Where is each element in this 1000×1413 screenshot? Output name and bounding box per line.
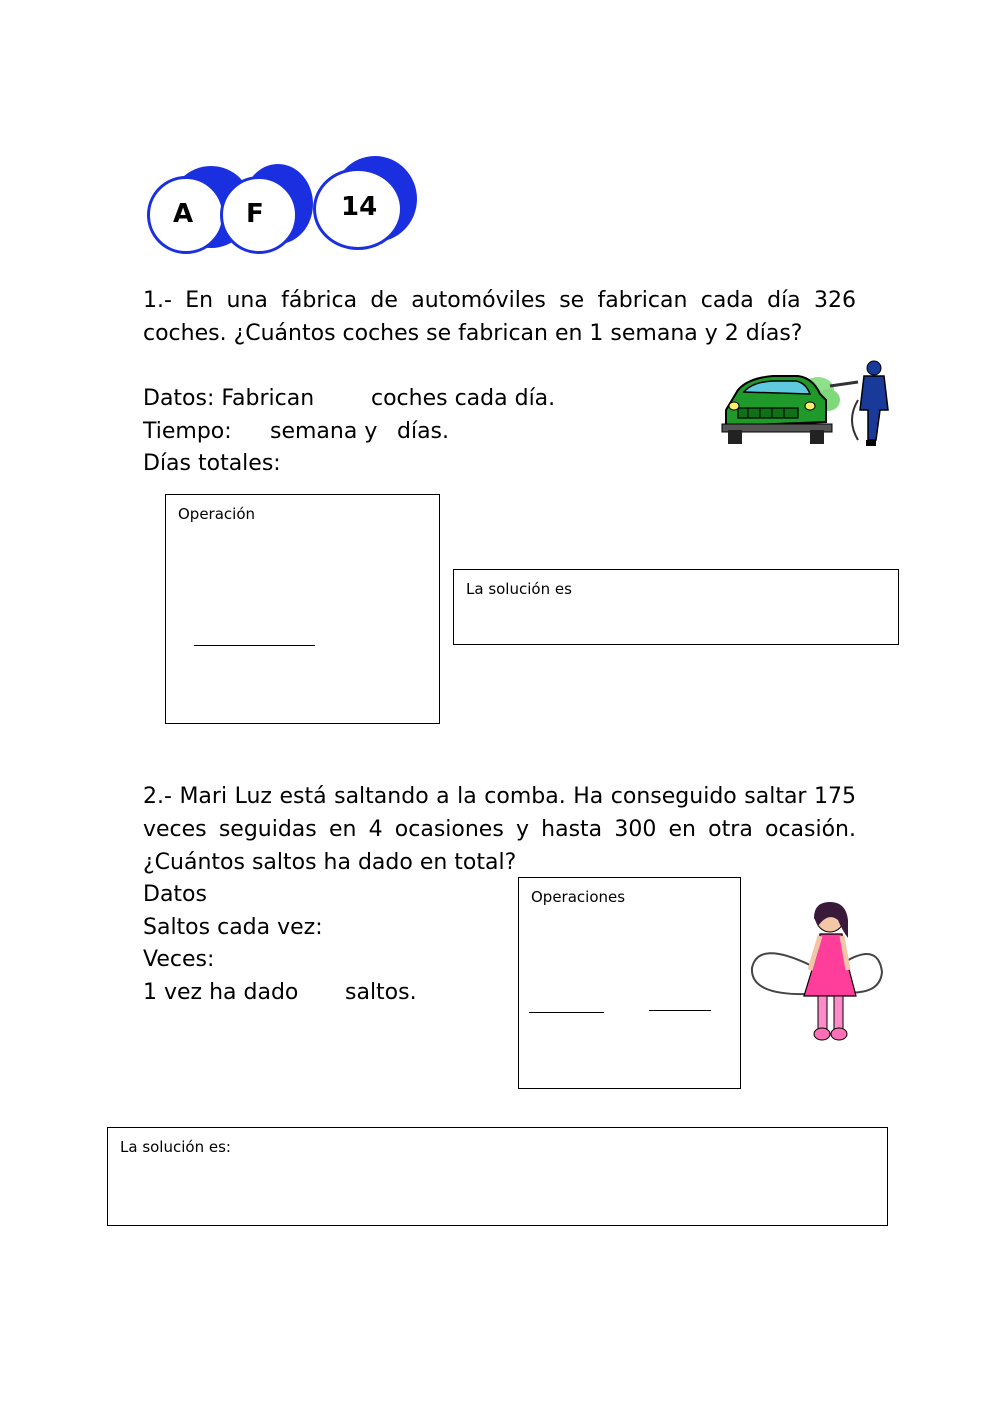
badge-letter-a: A [173, 199, 194, 229]
solution-label-1: La solución es [466, 580, 572, 598]
badge-letter-f: F [246, 199, 264, 229]
operation-box-2[interactable] [518, 877, 741, 1089]
solution-label-2: La solución es: [120, 1138, 231, 1156]
operation-box-1[interactable] [165, 494, 440, 724]
operation-label-2: Operaciones [531, 888, 626, 906]
tiempo-semana: semana y [270, 419, 378, 444]
saltos-label: saltos. [345, 980, 417, 1005]
veces-label: Veces: [143, 947, 215, 972]
girl-jump-rope-illustration [748, 900, 888, 1055]
problem-1-text: 1.- En una fábrica de automóviles se fabrican cada día 326 coches. ¿Cuántos coches se fabrican en 1 semana y 2 días? [143, 288, 856, 346]
datos-label: Datos: Fabrican [143, 386, 315, 411]
badge-number: 14 [341, 192, 378, 222]
operation-line [194, 645, 315, 646]
tiempo-label: Tiempo: [143, 419, 232, 444]
solution-box-2[interactable] [107, 1127, 888, 1226]
datos-heading-2: Datos [143, 882, 207, 907]
problem-2-text: 2.- Mari Luz está saltando a la comba. Ha conseguido saltar 175 veces seguidas en 4 ocasiones y hasta 300 en otra ocasión. ¿Cuántos saltos ha dado en total? [143, 784, 856, 875]
solution-box-1[interactable] [453, 569, 899, 645]
dias-totales: Días totales: [143, 451, 281, 476]
saltos-cada-vez: Saltos cada vez: [143, 915, 323, 940]
operation-label-1: Operación [178, 505, 256, 523]
operation-line-left [529, 1012, 604, 1013]
tiempo-dias: días. [397, 419, 450, 444]
datos-suffix: coches cada día. [371, 386, 556, 411]
vez-label: 1 vez ha dado [143, 980, 299, 1005]
operation-line-right [649, 1010, 711, 1011]
car-painting-illustration [718, 360, 893, 448]
